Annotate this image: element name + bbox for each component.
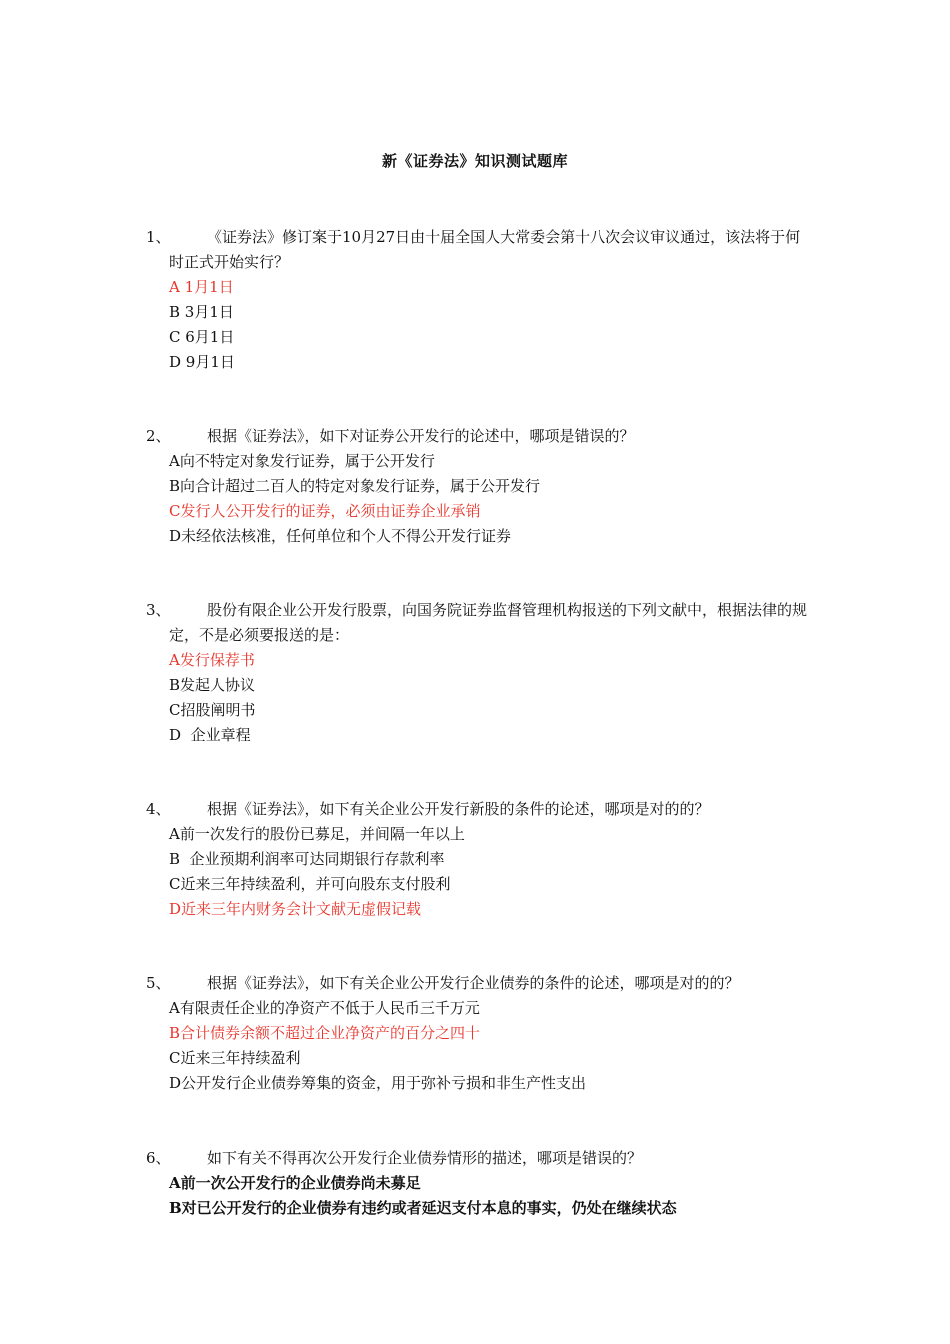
- option-c: C招股阐明书: [169, 701, 256, 719]
- question-number: 5、: [146, 974, 171, 992]
- option-d: D 企业章程: [169, 726, 251, 744]
- document-title: 新《证券法》知识测试题库: [381, 152, 568, 170]
- option-a: A向不特定对象发行证券，属于公开发行: [169, 452, 435, 470]
- option-list: [169, 822, 809, 922]
- question-number: 2、: [146, 427, 171, 445]
- option-b: B 3月1日: [169, 303, 234, 321]
- option-c: C近来三年持续盈利，并可向股东支付股利: [169, 875, 451, 893]
- question-text: 根据《证券法》，如下对证券公开发行的论述中，哪项是错误的？: [207, 427, 635, 445]
- option-list: [169, 1171, 809, 1221]
- option-c: C 6月1日: [169, 328, 235, 346]
- option-a: A发行保荐书: [169, 651, 255, 669]
- option-list: [169, 648, 809, 748]
- option-list: [169, 275, 809, 375]
- option-b: B合计债券余额不超过企业净资产的百分之四十: [169, 1024, 481, 1042]
- option-a: A前一次公开发行的企业债券尚未募足: [169, 1174, 421, 1192]
- option-list: [169, 449, 809, 549]
- option-a: A 1月1日: [169, 278, 234, 296]
- option-d: D未经依法核准，任何单位和个人不得公开发行证券: [169, 527, 512, 545]
- question-text: 根据《证券法》，如下有关企业公开发行企业债券的条件的论述，哪项是对的的？: [207, 974, 740, 992]
- question-text: 根据《证券法》，如下有关企业公开发行新股的条件的论述，哪项是对的的？: [207, 800, 710, 818]
- option-list: [169, 996, 809, 1096]
- option-b: B 企业预期利润率可达同期银行存款利率: [169, 850, 445, 868]
- question-text: 《证券法》修订案于10月27日由十届全国人大常委会第十八次会议审议通过，该法将于何时正式开始实行？: [169, 228, 801, 271]
- option-c: C发行人公开发行的证券，必须由证券企业承销: [169, 502, 481, 520]
- option-d: D近来三年内财务会计文献无虚假记载: [169, 900, 422, 918]
- question-text: 如下有关不得再次公开发行企业债券情形的描述，哪项是错误的？: [207, 1149, 643, 1167]
- option-a: A有限责任企业的净资产不低于人民币三千万元: [169, 999, 480, 1017]
- question-number: 1、: [146, 228, 171, 246]
- question-number: 4、: [146, 800, 171, 818]
- option-c: C近来三年持续盈利: [169, 1049, 301, 1067]
- option-a: A前一次发行的股份已募足，并间隔一年以上: [169, 825, 465, 843]
- question-text: 股份有限企业公开发行股票，向国务院证券监督管理机构报送的下列文献中，根据法律的规定，不是必须要报送的是：: [169, 601, 808, 644]
- option-d: D 9月1日: [169, 353, 235, 371]
- option-b: B对已公开发行的企业债券有违约或者延迟支付本息的事实，仍处在继续状态: [169, 1199, 677, 1217]
- option-b: B向合计超过二百人的特定对象发行证券，属于公开发行: [169, 477, 541, 495]
- option-d: D公开发行企业债券筹集的资金，用于弥补亏损和非生产性支出: [169, 1074, 587, 1092]
- option-b: B发起人协议: [169, 676, 256, 694]
- question-number: 6、: [146, 1149, 171, 1167]
- question-number: 3、: [146, 601, 171, 619]
